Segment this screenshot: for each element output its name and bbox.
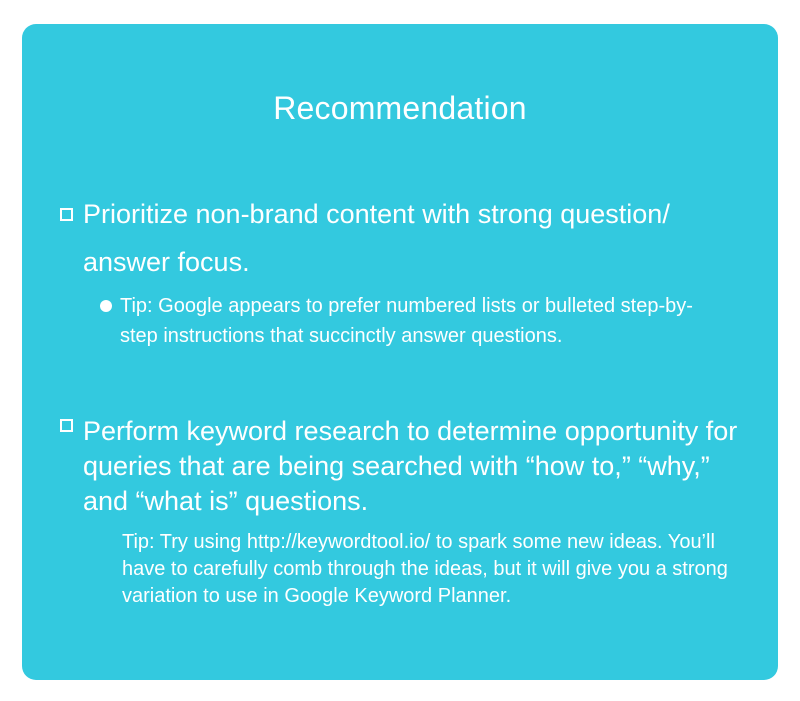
square-bullet-icon: [60, 208, 73, 221]
recommendation-card: [22, 24, 778, 680]
square-bullet-icon: [60, 419, 73, 432]
sub-bullet-item-1: [100, 291, 720, 351]
tip-text-2: Tip: Try using http://keywordtool.io/ to spark some new ideas. You’ll have to carefully comb through the ideas, but it will give you a strong variation to use in Google Keyword Planner.: [122, 531, 728, 607]
bullet-text-2: Perform keyword research to determine opportunity for queries that are being searched with “how to,” “why,” and “what is” questions.: [83, 416, 738, 516]
bullet-item-1: [60, 190, 750, 286]
bullet-item-2: [60, 414, 760, 519]
bullet-text-1: Prioritize non-brand content with strong question/ answer focus.: [83, 199, 670, 277]
sub-bullet-text-1: Tip: Google appears to prefer numbered lists or bulleted step-by-step instructions that succinctly answer questions.: [120, 295, 693, 347]
card-title: Recommendation: [273, 90, 527, 126]
dot-bullet-icon: [100, 300, 112, 312]
